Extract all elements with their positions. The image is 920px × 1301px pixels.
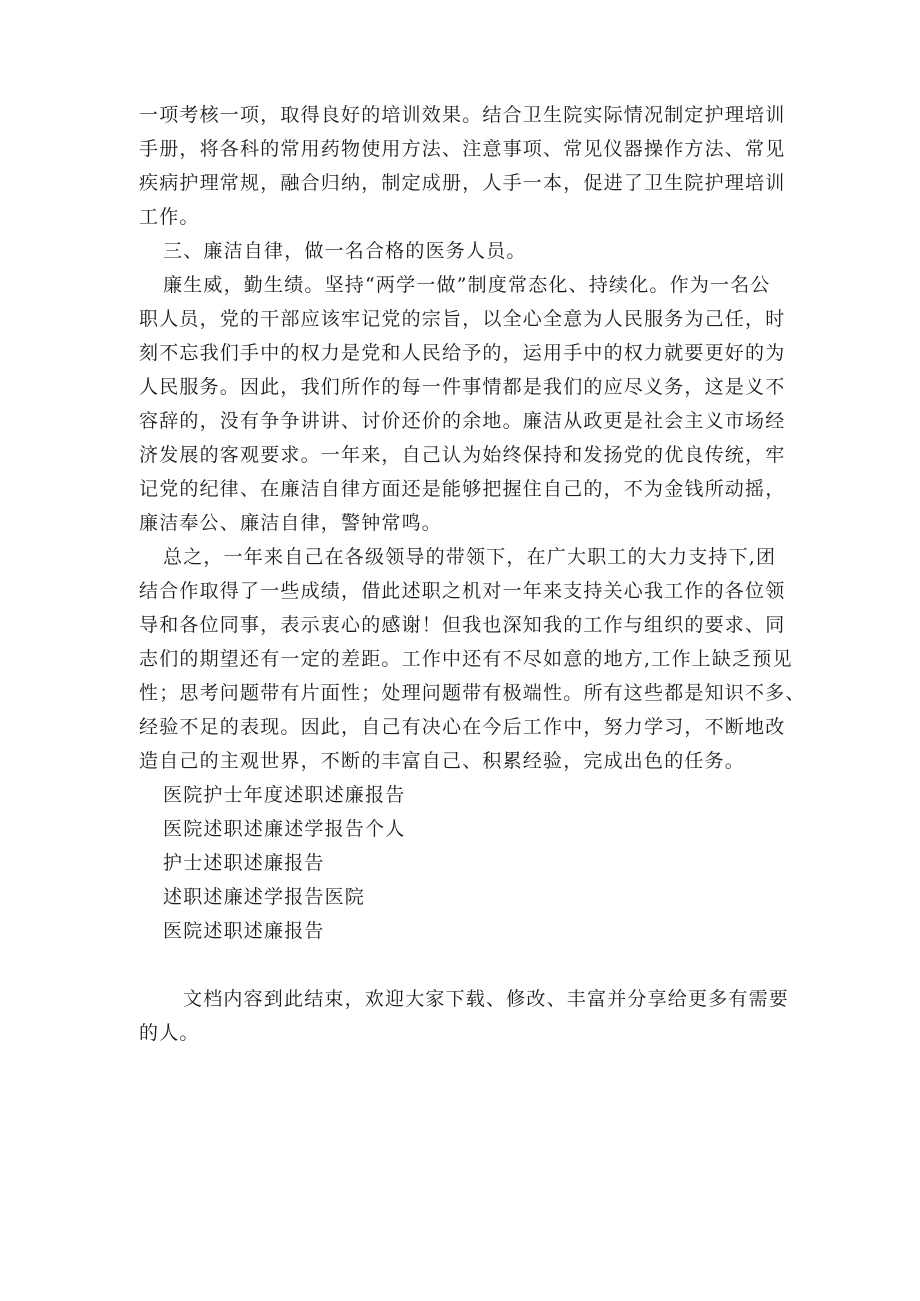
- paragraph-line: 济发展的客观要求。一年来，自己认为始终保持和发扬党的优良传统，牢: [139, 444, 786, 466]
- blank-line: [139, 948, 787, 982]
- paragraph-line: 工作。: [139, 206, 200, 228]
- paragraph-line: 经验不足的表现。因此，自己有决心在今后工作中，努力学习，不断地改: [139, 716, 786, 738]
- paragraph-line: 总之，一年来自己在各级领导的带领下，在广大职工的大力支持下,团: [163, 546, 777, 568]
- paragraph-line: 人民服务。因此，我们所作的每一件事情都是我们的应尽义务，这是义不: [139, 376, 786, 398]
- related-doc-title: 述职述廉述学报告医院: [163, 886, 366, 908]
- paragraph-line: 容辞的，没有争争讲讲、讨价还价的余地。廉洁从政更是社会主义市场经: [139, 410, 786, 432]
- related-doc-title: 医院述职述廉述学报告个人: [163, 818, 406, 840]
- paragraph-line: 性；思考问题带有片面性；处理问题带有极端性。所有这些都是知识不多、: [139, 682, 806, 704]
- paragraph-line: 疾病护理常规，融合归纳，制定成册，人手一本，促进了卫生院护理培训: [139, 172, 786, 194]
- paragraph-line: 造自己的主观世界，不断的丰富自己、积累经验，完成出色的任务。: [139, 750, 746, 772]
- paragraph-line: 志们的期望还有一定的差距。工作中还有不尽如意的地方,工作上缺乏预见: [139, 648, 793, 670]
- paragraph-line: 廉生威，勤生绩。坚持“两学一做”制度常态化、持续化。作为一名公: [163, 274, 771, 296]
- document-body: [139, 98, 806, 1050]
- closing-note: 的人。: [139, 1022, 200, 1044]
- related-doc-title: 护士述职述廉报告: [163, 852, 325, 874]
- paragraph-line: 手册，将各科的常用药物使用方法、注意事项、常见仪器操作方法、常见: [139, 138, 786, 160]
- section-heading: 三、廉洁自律，做一名合格的医务人员。: [163, 240, 527, 262]
- related-doc-title: 医院护士年度述职述廉报告: [163, 784, 406, 806]
- closing-note: 文档内容到此结束，欢迎大家下载、修改、丰富并分享给更多有需要: [183, 988, 790, 1010]
- paragraph-line: 一项考核一项，取得良好的培训效果。结合卫生院实际情况制定护理培训: [139, 104, 786, 126]
- paragraph-line: 廉洁奉公、廉洁自律，警钟常鸣。: [139, 512, 443, 534]
- paragraph-line: 结合作取得了一些成绩，借此述职之机对一年来支持关心我工作的各位领: [139, 580, 786, 602]
- paragraph-line: 职人员，党的干部应该牢记党的宗旨，以全心全意为人民服务为己任，时: [139, 308, 786, 330]
- paragraph-line: 记党的纪律、在廉洁自律方面还是能够把握住自己的，不为金钱所动摇，: [139, 478, 786, 500]
- paragraph-line: 刻不忘我们手中的权力是党和人民给予的，运用手中的权力就要更好的为: [139, 342, 786, 364]
- related-doc-title: 医院述职述廉报告: [163, 920, 325, 942]
- paragraph-line: 导和各位同事，表示衷心的感谢！但我也深知我的工作与组织的要求、同: [139, 614, 786, 636]
